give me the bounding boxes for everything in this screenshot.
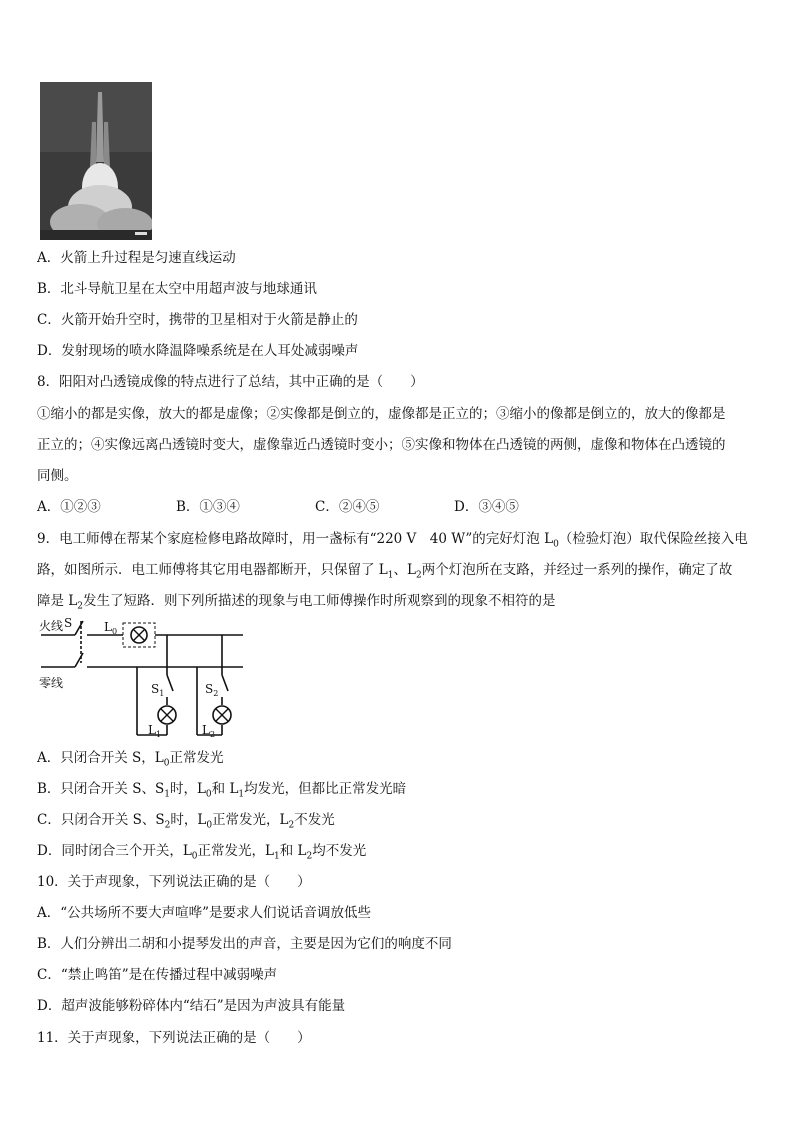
subscript: 0: [163, 758, 170, 769]
option-text: 均发光，但都比正常发光暗: [244, 781, 407, 797]
q7-option-a: A．火箭上升过程是匀速直线运动: [37, 250, 236, 266]
q7-option-b: B．北斗导航卫星在太空中用超声波与地球通讯: [37, 281, 317, 297]
option-text: 均不发光: [312, 843, 367, 859]
subscript: 2: [164, 820, 171, 831]
option-text: 不发光: [294, 812, 335, 828]
q10-option-d: D．超声波能够粉碎体内“结石”是因为声波具有能量: [37, 998, 346, 1014]
q9-stem-line-1: [37, 529, 748, 555]
q9-stem-part: 、L: [393, 562, 416, 578]
q8-body-line-3: 同侧。: [37, 468, 78, 484]
q10-stem: 10．关于声现象，下列说法正确的是（ ）: [37, 874, 311, 890]
q9-option-a: [37, 748, 224, 774]
lamp-l2-label: [202, 723, 215, 739]
q11-stem: 11．关于声现象，下列说法正确的是（ ）: [37, 1030, 311, 1046]
option-text: A．只闭合开关 S，L: [37, 750, 164, 766]
option-text: 正常发光: [169, 750, 224, 766]
label-subscript: 1: [159, 689, 165, 698]
subscript: 1: [164, 789, 170, 800]
option-text: D．同时闭合三个开关，L: [37, 843, 192, 859]
switch-s-label: S: [64, 616, 73, 630]
q9-stem-part: 发生了短路．则下列所描述的现象与电工师傅操作时所观察到的现象不相符的是: [83, 593, 556, 609]
q10-option-a: A．“公共场所不要大声喧哗”是要求人们说话音调放低些: [37, 905, 372, 921]
label-text: S: [205, 682, 214, 696]
lamp-l1-icon: [158, 706, 176, 724]
subscript: 1: [387, 570, 394, 581]
subscript: 2: [288, 820, 295, 831]
option-text: C．只闭合开关 S、S: [37, 812, 165, 828]
option-text: 正常发光，L: [212, 812, 289, 828]
subscript: 1: [274, 851, 280, 862]
label-subscript: 0: [111, 627, 118, 636]
subscript: 0: [191, 851, 198, 862]
q8-body-line-2: 正立的；④实像远离凸透镜时变大，虚像靠近凸透镜时变小；⑤实像和物体在凸透镜的两侧，虚像和物体在凸透镜的: [37, 437, 726, 453]
q8-options: [37, 497, 593, 517]
subscript: 2: [77, 601, 83, 612]
q9-option-b: [37, 779, 406, 805]
q7-option-d: D．发射现场的喷水降温降噪系统是在人耳处减弱噪声: [37, 343, 359, 359]
q8-option-a: A．①②③: [37, 499, 101, 515]
q9-stem-line-2: [37, 560, 732, 586]
live-wire-label: 火线: [39, 619, 64, 633]
q10-option-c: C．“禁止鸣笛”是在传播过程中减弱噪声: [37, 967, 278, 983]
option-text: 时，L: [169, 781, 206, 797]
lamp-l0-label: [104, 620, 117, 636]
rocket-icon: [40, 82, 152, 240]
subscript: 2: [415, 570, 422, 581]
label-subscript: 2: [213, 689, 219, 698]
q8-option-c: C．②④⑤: [315, 499, 380, 515]
option-text: 时，L: [170, 812, 207, 828]
q8-body-line-1: ①缩小的都是实像，放大的都是虚像；②实像都是倒立的，虚像都是正立的；③缩小的像都是倒立的，放大的像都是: [37, 406, 726, 422]
option-text: B．只闭合开关 S、S: [37, 781, 165, 797]
lamp-l1-label: [148, 723, 161, 739]
q7-option-c: C．火箭开始升空时，携带的卫星相对于火箭是静止的: [37, 312, 358, 328]
q9-stem-part: 障是 L: [37, 593, 78, 609]
label-text: S: [151, 682, 160, 696]
label-text: L: [104, 620, 112, 634]
switch-s2-label: [205, 682, 218, 698]
subscript: 0: [205, 789, 212, 800]
circuit-svg: [37, 615, 252, 740]
q9-option-d: [37, 841, 366, 867]
option-text: 和 L: [279, 843, 307, 859]
lamp-l0-icon: [131, 627, 147, 643]
label-subscript: 1: [155, 730, 162, 739]
subscript: 0: [553, 539, 559, 550]
q9-stem-part: （检验灯泡）取代保险丝接入电: [558, 531, 748, 547]
neutral-wire-label: 零线: [39, 676, 64, 690]
q9-stem-part: 两个灯泡所在支路，并经过一系列的操作，确定了故: [421, 562, 733, 578]
option-text: 和 L: [211, 781, 239, 797]
circuit-diagram: [37, 615, 252, 744]
rocket-launch-photo: [40, 82, 152, 240]
q9-stem-line-3: [37, 591, 556, 617]
label-text: L: [148, 723, 156, 737]
switch-s1-label: [151, 682, 164, 698]
lamp-l2-icon: [213, 706, 231, 724]
option-text: 正常发光，L: [197, 843, 274, 859]
subscript: 0: [206, 820, 213, 831]
q9-stem-part: 路，如图所示．电工师傅将其它用电器都断开，只保留了 L: [37, 562, 388, 578]
q8-option-d: D．③④⑤: [454, 499, 519, 515]
q10-option-b: B．人们分辨出二胡和小提琴发出的声音，主要是因为它们的响度不同: [37, 936, 452, 952]
q9-option-c: [37, 810, 335, 836]
label-text: L: [202, 723, 210, 737]
label-subscript: 2: [209, 730, 216, 739]
q8-option-b: B．①③④: [176, 499, 240, 515]
subscript: 1: [238, 789, 245, 800]
subscript: 2: [306, 851, 313, 862]
q9-stem-part: 9．电工师傅在帮某个家庭检修电路故障时，用一盏标有“220 V 40 W”的完好灯泡 L: [37, 531, 554, 547]
q8-stem: 8．阳阳对凸透镜成像的特点进行了总结，其中正确的是（ ）: [37, 374, 424, 390]
